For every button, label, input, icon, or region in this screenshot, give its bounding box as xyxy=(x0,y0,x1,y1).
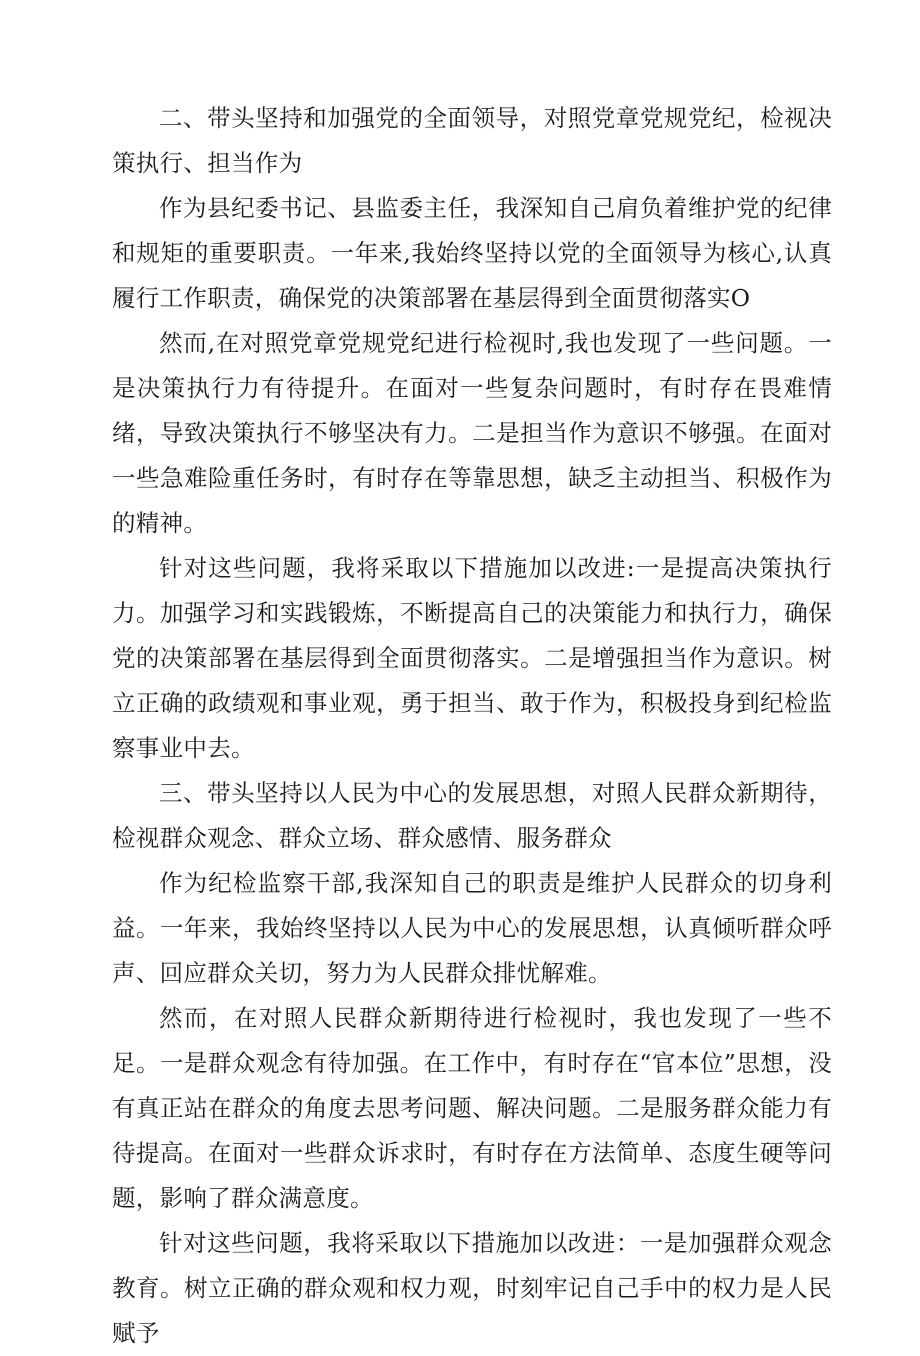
paragraph: 针对这些问题，我将采取以下措施加以改进：一是加强群众观念教育。树立正确的群众观和权力观，时刻牢记自己手中的权力是人民赋予 xyxy=(112,1229,832,1347)
section-heading-two: 二、带头坚持和加强党的全面领导，对照党章党规党纪，检视决策执行、担当作为 xyxy=(112,104,832,177)
paragraph: 作为县纪委书记、县监委主任，我深知自己肩负着维护党的纪律和规矩的重要职责。一年来,我始终坚持以党的全面领导为核心,认真履行工作职责，确保党的决策部署在基层得到全面贯彻落实O xyxy=(112,194,832,312)
paragraph: 作为纪检监察干部,我深知自己的职责是维护人民群众的切身利益。一年来，我始终坚持以人民为中心的发展思想，认真倾听群众呼声、回应群众关切，努力为人民群众排忧解难。 xyxy=(112,869,832,987)
paragraph: 针对这些问题，我将采取以下措施加以改进:一是提高决策执行力。加强学习和实践锻炼，不断提高自己的决策能力和执行力，确保党的决策部署在基层得到全面贯彻落实。二是增强担当作为意识。树立正确的政绩观和事业观，勇于担当、敢于作为，积极投身到纪检监察事业中去。 xyxy=(112,554,832,762)
document-body xyxy=(112,96,832,1356)
paragraph: 然而，在对照人民群众新期待进行检视时，我也发现了一些不足。一是群众观念有待加强。在工作中，有时存在“官本位”思想，没有真正站在群众的角度去思考问题、解决问题。二是服务群众能力有待提高。在面对一些群众诉求时，有时存在方法简单、态度生硬等问题，影响了群众满意度。 xyxy=(112,1004,832,1212)
section-heading-three: 三、带头坚持以人民为中心的发展思想，对照人民群众新期待，检视群众观念、群众立场、群众感情、服务群众 xyxy=(112,779,832,852)
paragraph: 然而,在对照党章党规党纪进行检视时,我也发现了一些问题。一是决策执行力有待提升。在面对一些复杂问题时，有时存在畏难情绪，导致决策执行不够坚决有力。二是担当作为意识不够强。在面对一些急难险重任务时，有时存在等靠思想，缺乏主动担当、积极作为的精神。 xyxy=(112,329,832,537)
